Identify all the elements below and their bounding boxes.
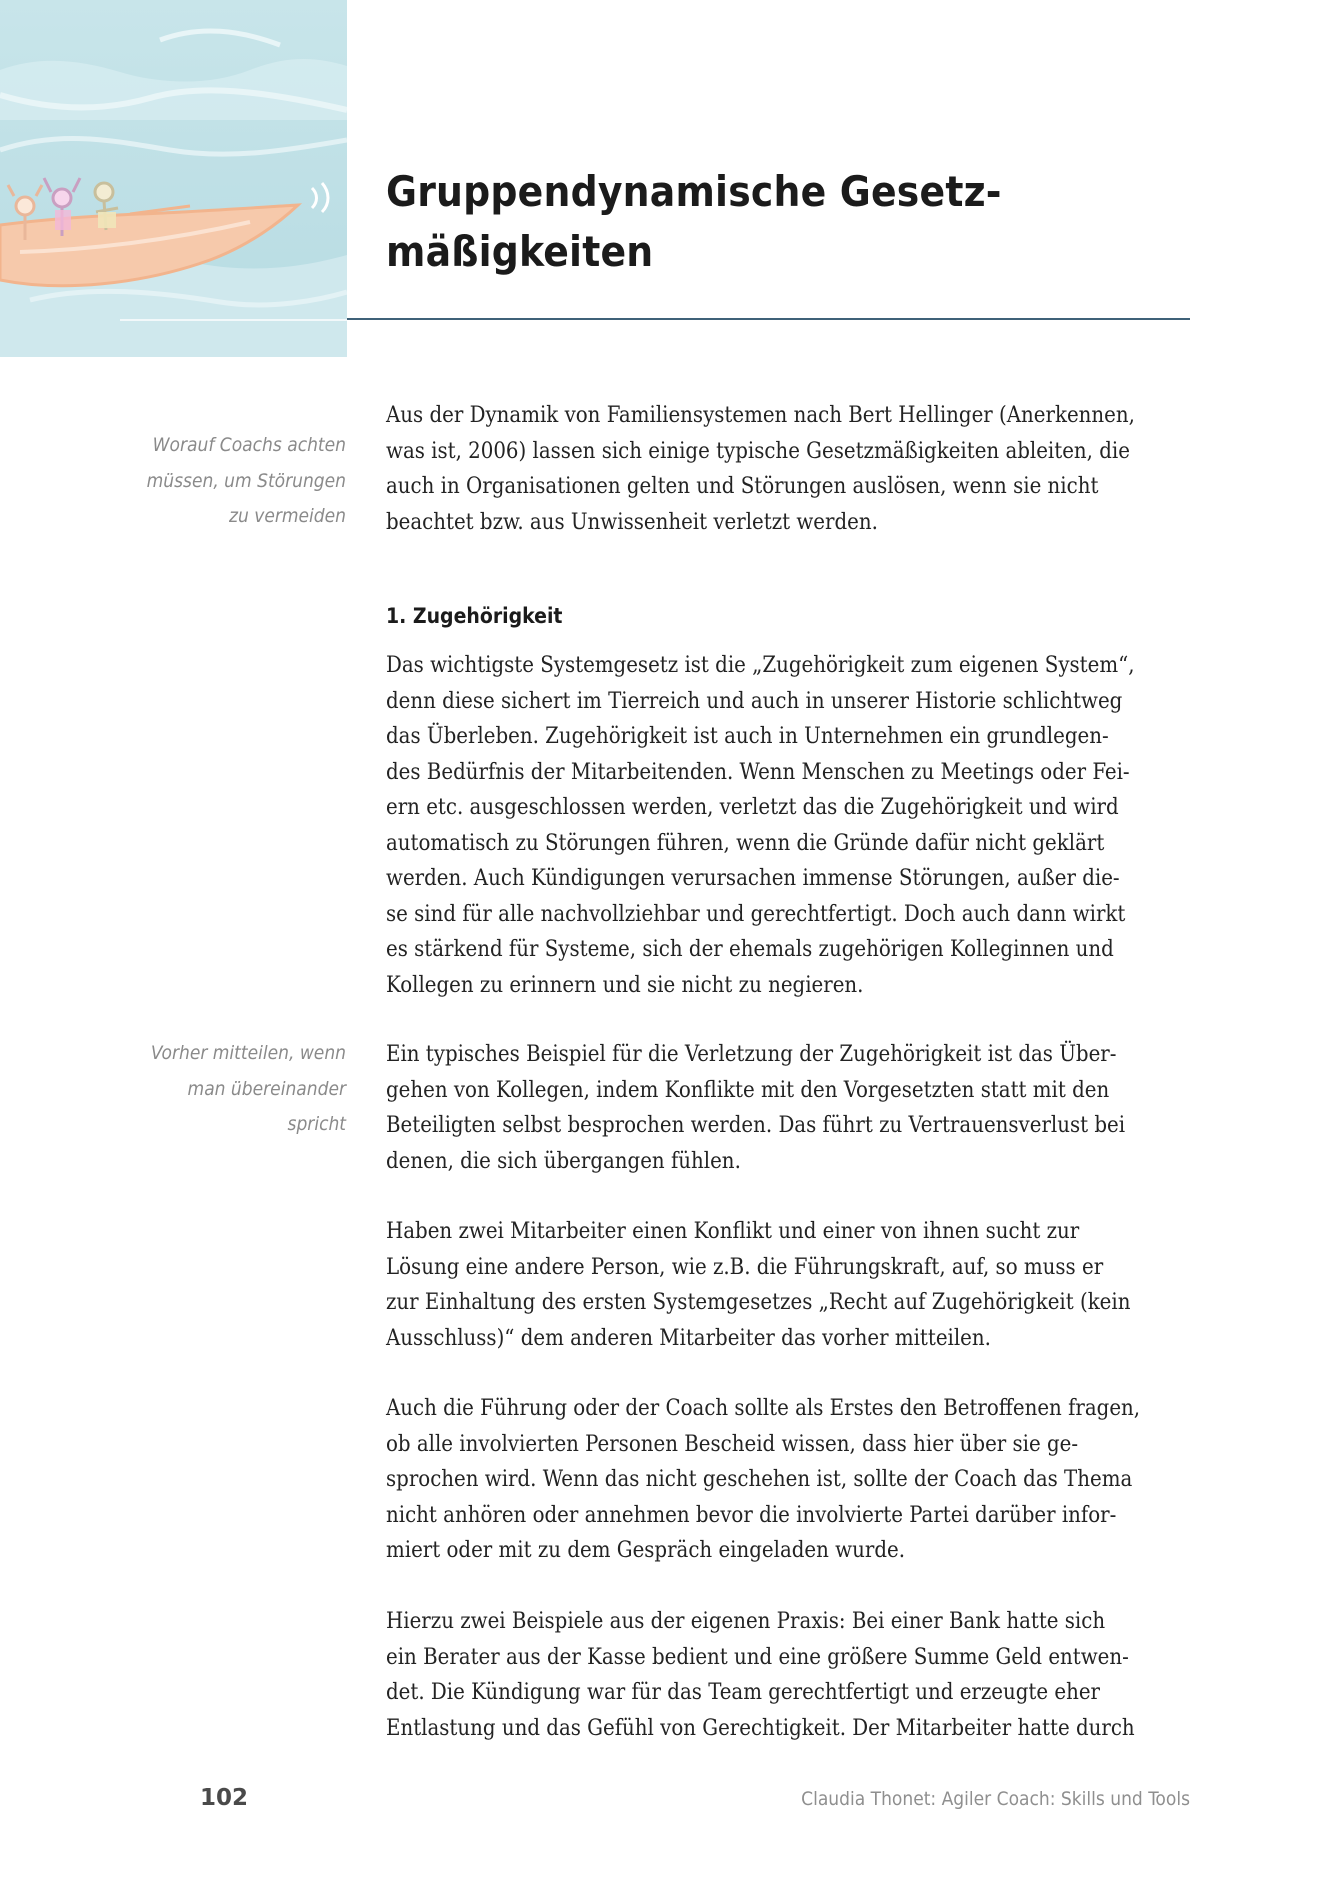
text-line: beachtet bzw. aus Unwissenheit verletzt werden. xyxy=(386,509,878,535)
margin-note-line: zu vermeiden xyxy=(228,505,346,527)
text-line: Lösung eine andere Person, wie z.B. die Führungskraft, auf, so muss er xyxy=(386,1254,1104,1280)
body-paragraph xyxy=(386,648,1193,1003)
section-heading: 1. Zugehörigkeit xyxy=(386,604,563,628)
illustration-bottom-rule xyxy=(120,319,347,321)
text-line: ern etc. ausgeschlossen werden, verletzt das die Zugehörigkeit und wird xyxy=(386,795,1119,820)
text-line: Kollegen zu erinnern und sie nicht zu negieren. xyxy=(386,972,864,998)
text-line: das Überleben. Zugehörigkeit ist auch in Unternehmen ein grundlegen- xyxy=(386,724,1109,749)
body-paragraph xyxy=(386,1214,1193,1356)
body-paragraph xyxy=(386,1604,1193,1746)
text-line: ein Berater aus der Kasse bedient und eine größere Summe Geld entwen- xyxy=(386,1644,1129,1670)
margin-note-line: Vorher mitteilen, wenn xyxy=(150,1042,346,1064)
running-footer: Claudia Thonet: Agiler Coach: Skills und Tools xyxy=(801,1788,1190,1810)
text-line: Entlastung und das Gefühl von Gerechtigkeit. Der Mitarbeiter hatte durch xyxy=(386,1715,1135,1741)
text-line: Auch die Führung oder der Coach sollte als Erstes den Betroffenen fragen, xyxy=(386,1396,1141,1421)
text-line: Haben zwei Mitarbeiter einen Konflikt und einer von ihnen sucht zur xyxy=(386,1219,1080,1244)
margin-note-line: müssen, um Störungen xyxy=(146,469,346,492)
text-line: Aus der Dynamik von Familiensystemen nach Bert Hellinger (Anerkennen, xyxy=(386,403,1135,428)
body-paragraph xyxy=(386,1391,1193,1569)
chapter-title-line: Gruppendynamische Gesetz- xyxy=(386,167,1002,216)
paragraph-block xyxy=(386,1037,1193,1179)
section-heading-block xyxy=(386,599,1193,635)
margin-note xyxy=(70,428,346,535)
text-line: werden. Auch Kündigungen verursachen immense Störungen, außer die- xyxy=(386,866,1120,891)
text-line: Ein typisches Beispiel für die Verletzung der Zugehörigkeit ist das Über- xyxy=(386,1042,1117,1067)
page-number: 102 xyxy=(200,1785,249,1811)
paragraph-block xyxy=(386,1214,1193,1356)
text-line: Hierzu zwei Beispiele aus der eigenen Praxis: Bei einer Bank hatte sich xyxy=(386,1609,1106,1634)
chapter-title xyxy=(386,162,1186,282)
intro-block xyxy=(386,398,1193,540)
text-line: was ist, 2006) lassen sich einige typische Gesetzmäßigkeiten ableiten, die xyxy=(386,438,1130,464)
text-line: Ausschluss)“ dem anderen Mitarbeiter das vorher mitteilen. xyxy=(386,1325,991,1351)
text-line: Das wichtigste Systemgesetz ist die „Zugehörigkeit zum eigenen System“, xyxy=(386,653,1135,678)
chapter-illustration xyxy=(0,0,347,357)
text-line: Beteiligten selbst besprochen werden. Das führt zu Vertrauensverlust bei xyxy=(386,1113,1126,1138)
text-line: miert oder mit zu dem Gespräch eingeladen wurde. xyxy=(386,1538,905,1563)
margin-note-line: man übereinander xyxy=(187,1077,346,1100)
text-line: automatisch zu Störungen führen, wenn die Gründe dafür nicht geklärt xyxy=(386,830,1105,856)
paragraph-block xyxy=(386,1391,1193,1569)
text-line: gehen von Kollegen, indem Konflikte mit den Vorgesetzten statt mit den xyxy=(386,1077,1110,1103)
body-paragraph xyxy=(386,1037,1193,1179)
text-line: se sind für alle nachvollziehbar und gerechtfertigt. Doch auch dann wirkt xyxy=(386,901,1126,927)
text-line: det. Die Kündigung war für das Team gerechtfertigt und erzeugte eher xyxy=(386,1680,1101,1705)
intro-paragraph xyxy=(386,398,1193,540)
text-line: denn diese sichert im Tierreich und auch in unserer Historie schlichtweg xyxy=(386,688,1123,714)
margin-note xyxy=(70,1036,346,1143)
text-line: des Bedürfnis der Mitarbeitenden. Wenn Menschen zu Meetings oder Fei- xyxy=(386,759,1130,785)
paragraph-block xyxy=(386,648,1193,1003)
margin-note-line: spricht xyxy=(287,1113,346,1135)
text-line: es stärkend für Systeme, sich der ehemals zugehörigen Kolleginnen und xyxy=(386,937,1114,962)
margin-note-line: Worauf Coachs achten xyxy=(152,434,346,456)
text-line: nicht anhören oder annehmen bevor die involvierte Partei darüber infor- xyxy=(386,1502,1117,1528)
title-rule xyxy=(347,318,1190,320)
text-line: ob alle involvierten Personen Bescheid wissen, dass hier über sie ge- xyxy=(386,1431,1079,1457)
text-line: denen, die sich übergangen fühlen. xyxy=(386,1148,741,1174)
text-line: sprochen wird. Wenn das nicht geschehen ist, sollte der Coach das Thema xyxy=(386,1467,1133,1492)
text-line: auch in Organisationen gelten und Störungen auslösen, wenn sie nicht xyxy=(386,474,1099,499)
chapter-title-line: mäßigkeiten xyxy=(386,227,654,276)
text-line: zur Einhaltung des ersten Systemgesetzes „Recht auf Zugehörigkeit (kein xyxy=(386,1290,1131,1315)
paragraph-block xyxy=(386,1604,1193,1746)
